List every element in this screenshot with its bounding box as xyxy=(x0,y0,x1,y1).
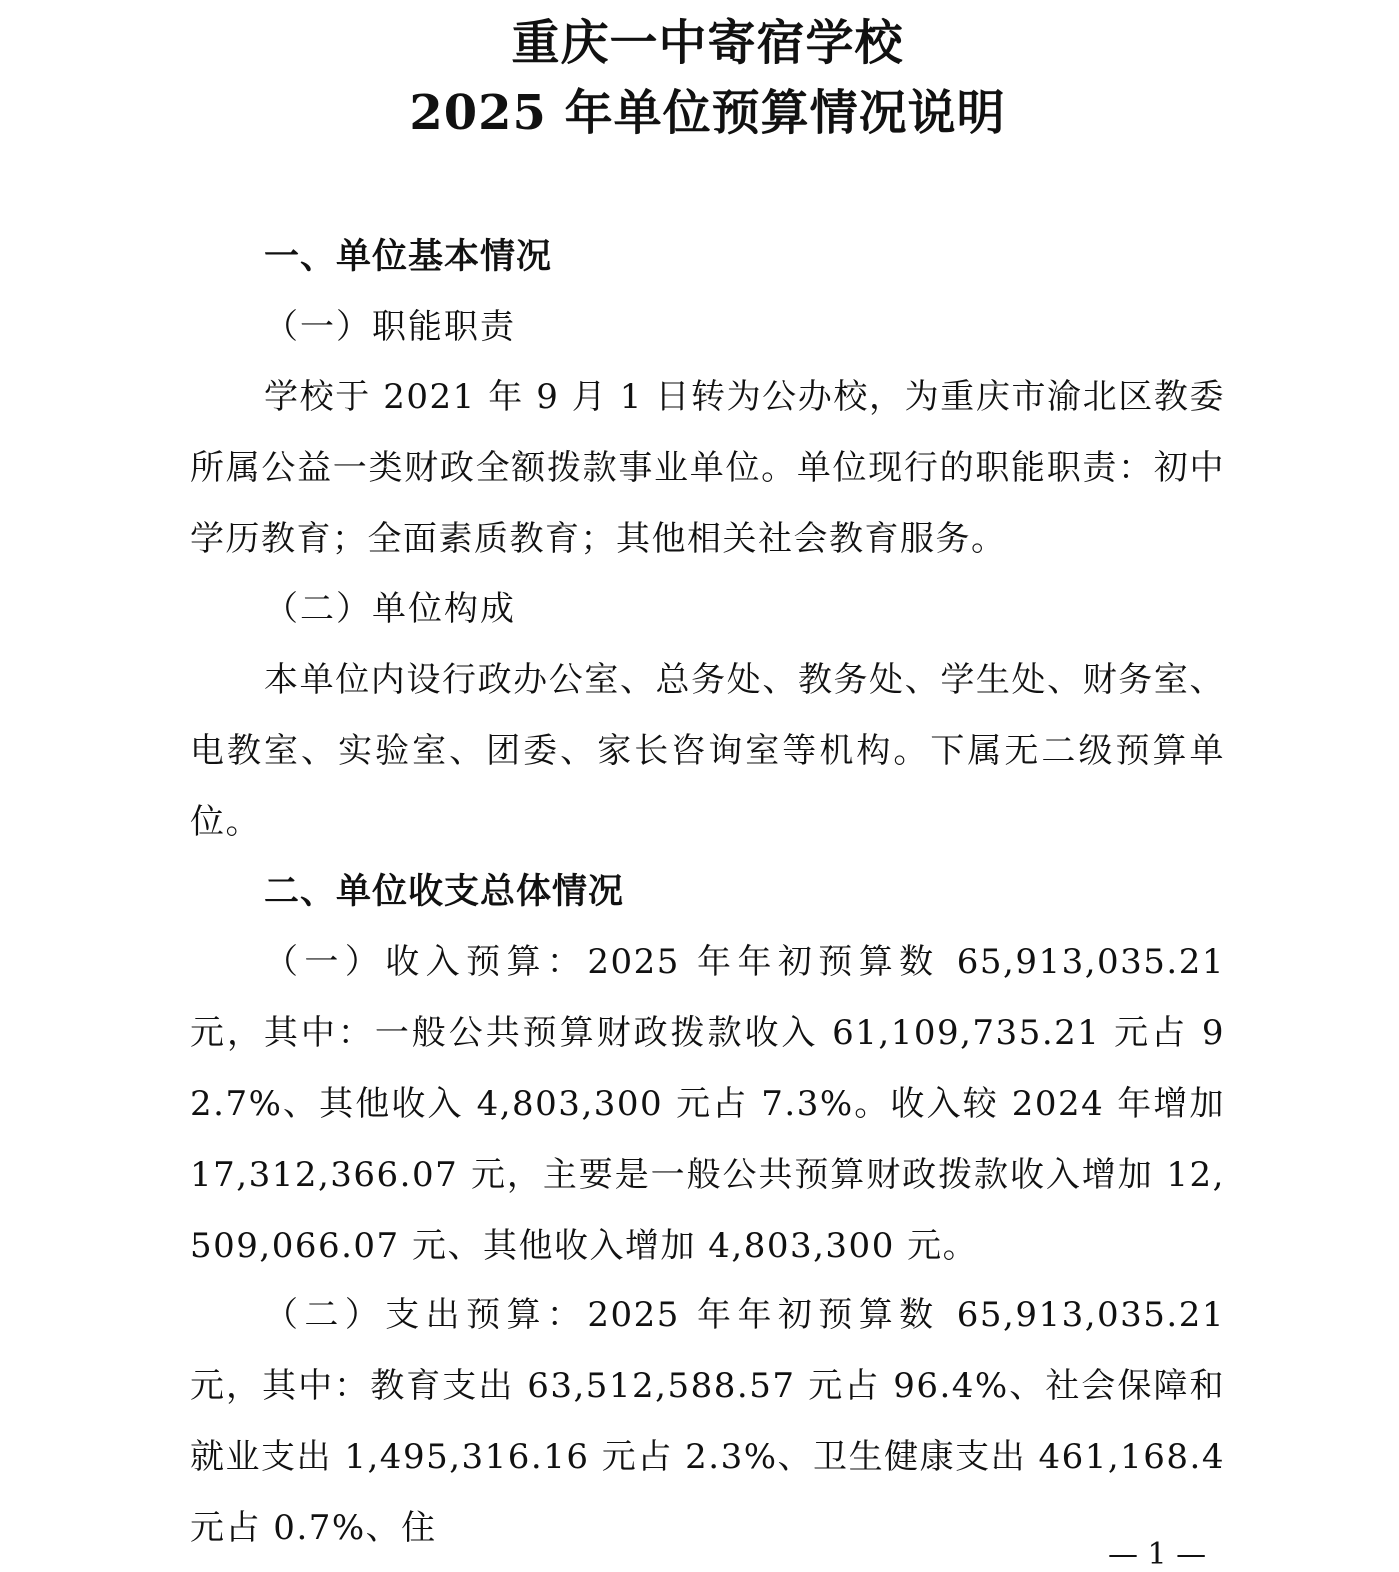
document-title-line1: 重庆一中寄宿学校 xyxy=(511,15,904,71)
subsection-heading-composition: （二）单位构成 xyxy=(264,589,516,629)
expense-budget-text: 2025 年年初预算数 65,913,035.21 元，其中：教育支出 63,512,588.57 元占 96.4%、社会保障和就业支出 1,495,316.16 元占 2.3%、卫生健康支出 461,168.4 元占 0.7%、住 xyxy=(190,1295,1226,1548)
section-heading-budget-overview: 二、单位收支总体情况 xyxy=(264,872,625,912)
document-title-line2: 2025 年单位预算情况说明 xyxy=(409,85,1006,141)
income-budget-text: 2025 年年初预算数 65,913,035.21 元，其中：一般公共预算财政拨款收入 61,109,735.21 元占 92.7%、其他收入 4,803,300 元占 7.3%。收入较 2024 年增加 17,312,366.07 元，主要是一般公共预算财政拨款收入增加 12,509,066.07 元、其他收入增加 4,803,300 元。 xyxy=(190,942,1226,1266)
paragraph-composition: 本单位内设行政办公室、总务处、教务处、学生处、财务室、电教室、实验室、团委、家长咨询室等机构。下属无二级预算单位。 xyxy=(190,660,1225,842)
income-budget-lead: （一）收入预算： xyxy=(264,942,588,982)
paragraph-income-budget xyxy=(190,927,1225,1282)
page-number: — 1 — xyxy=(1108,1537,1207,1572)
paragraph-duties: 学校于 2021 年 9 月 1 日转为公办校，为重庆市渝北区教委所属公益一类财政全额拨款事业单位。单位现行的职能职责：初中学历教育；全面素质教育；其他相关社会教育服务。 xyxy=(190,377,1225,559)
expense-budget-lead: （二）支出预算： xyxy=(264,1295,588,1335)
paragraph-expense-budget xyxy=(190,1280,1225,1564)
section-heading-basic-info: 一、单位基本情况 xyxy=(264,237,553,277)
subsection-heading-duties: （一）职能职责 xyxy=(264,307,516,347)
